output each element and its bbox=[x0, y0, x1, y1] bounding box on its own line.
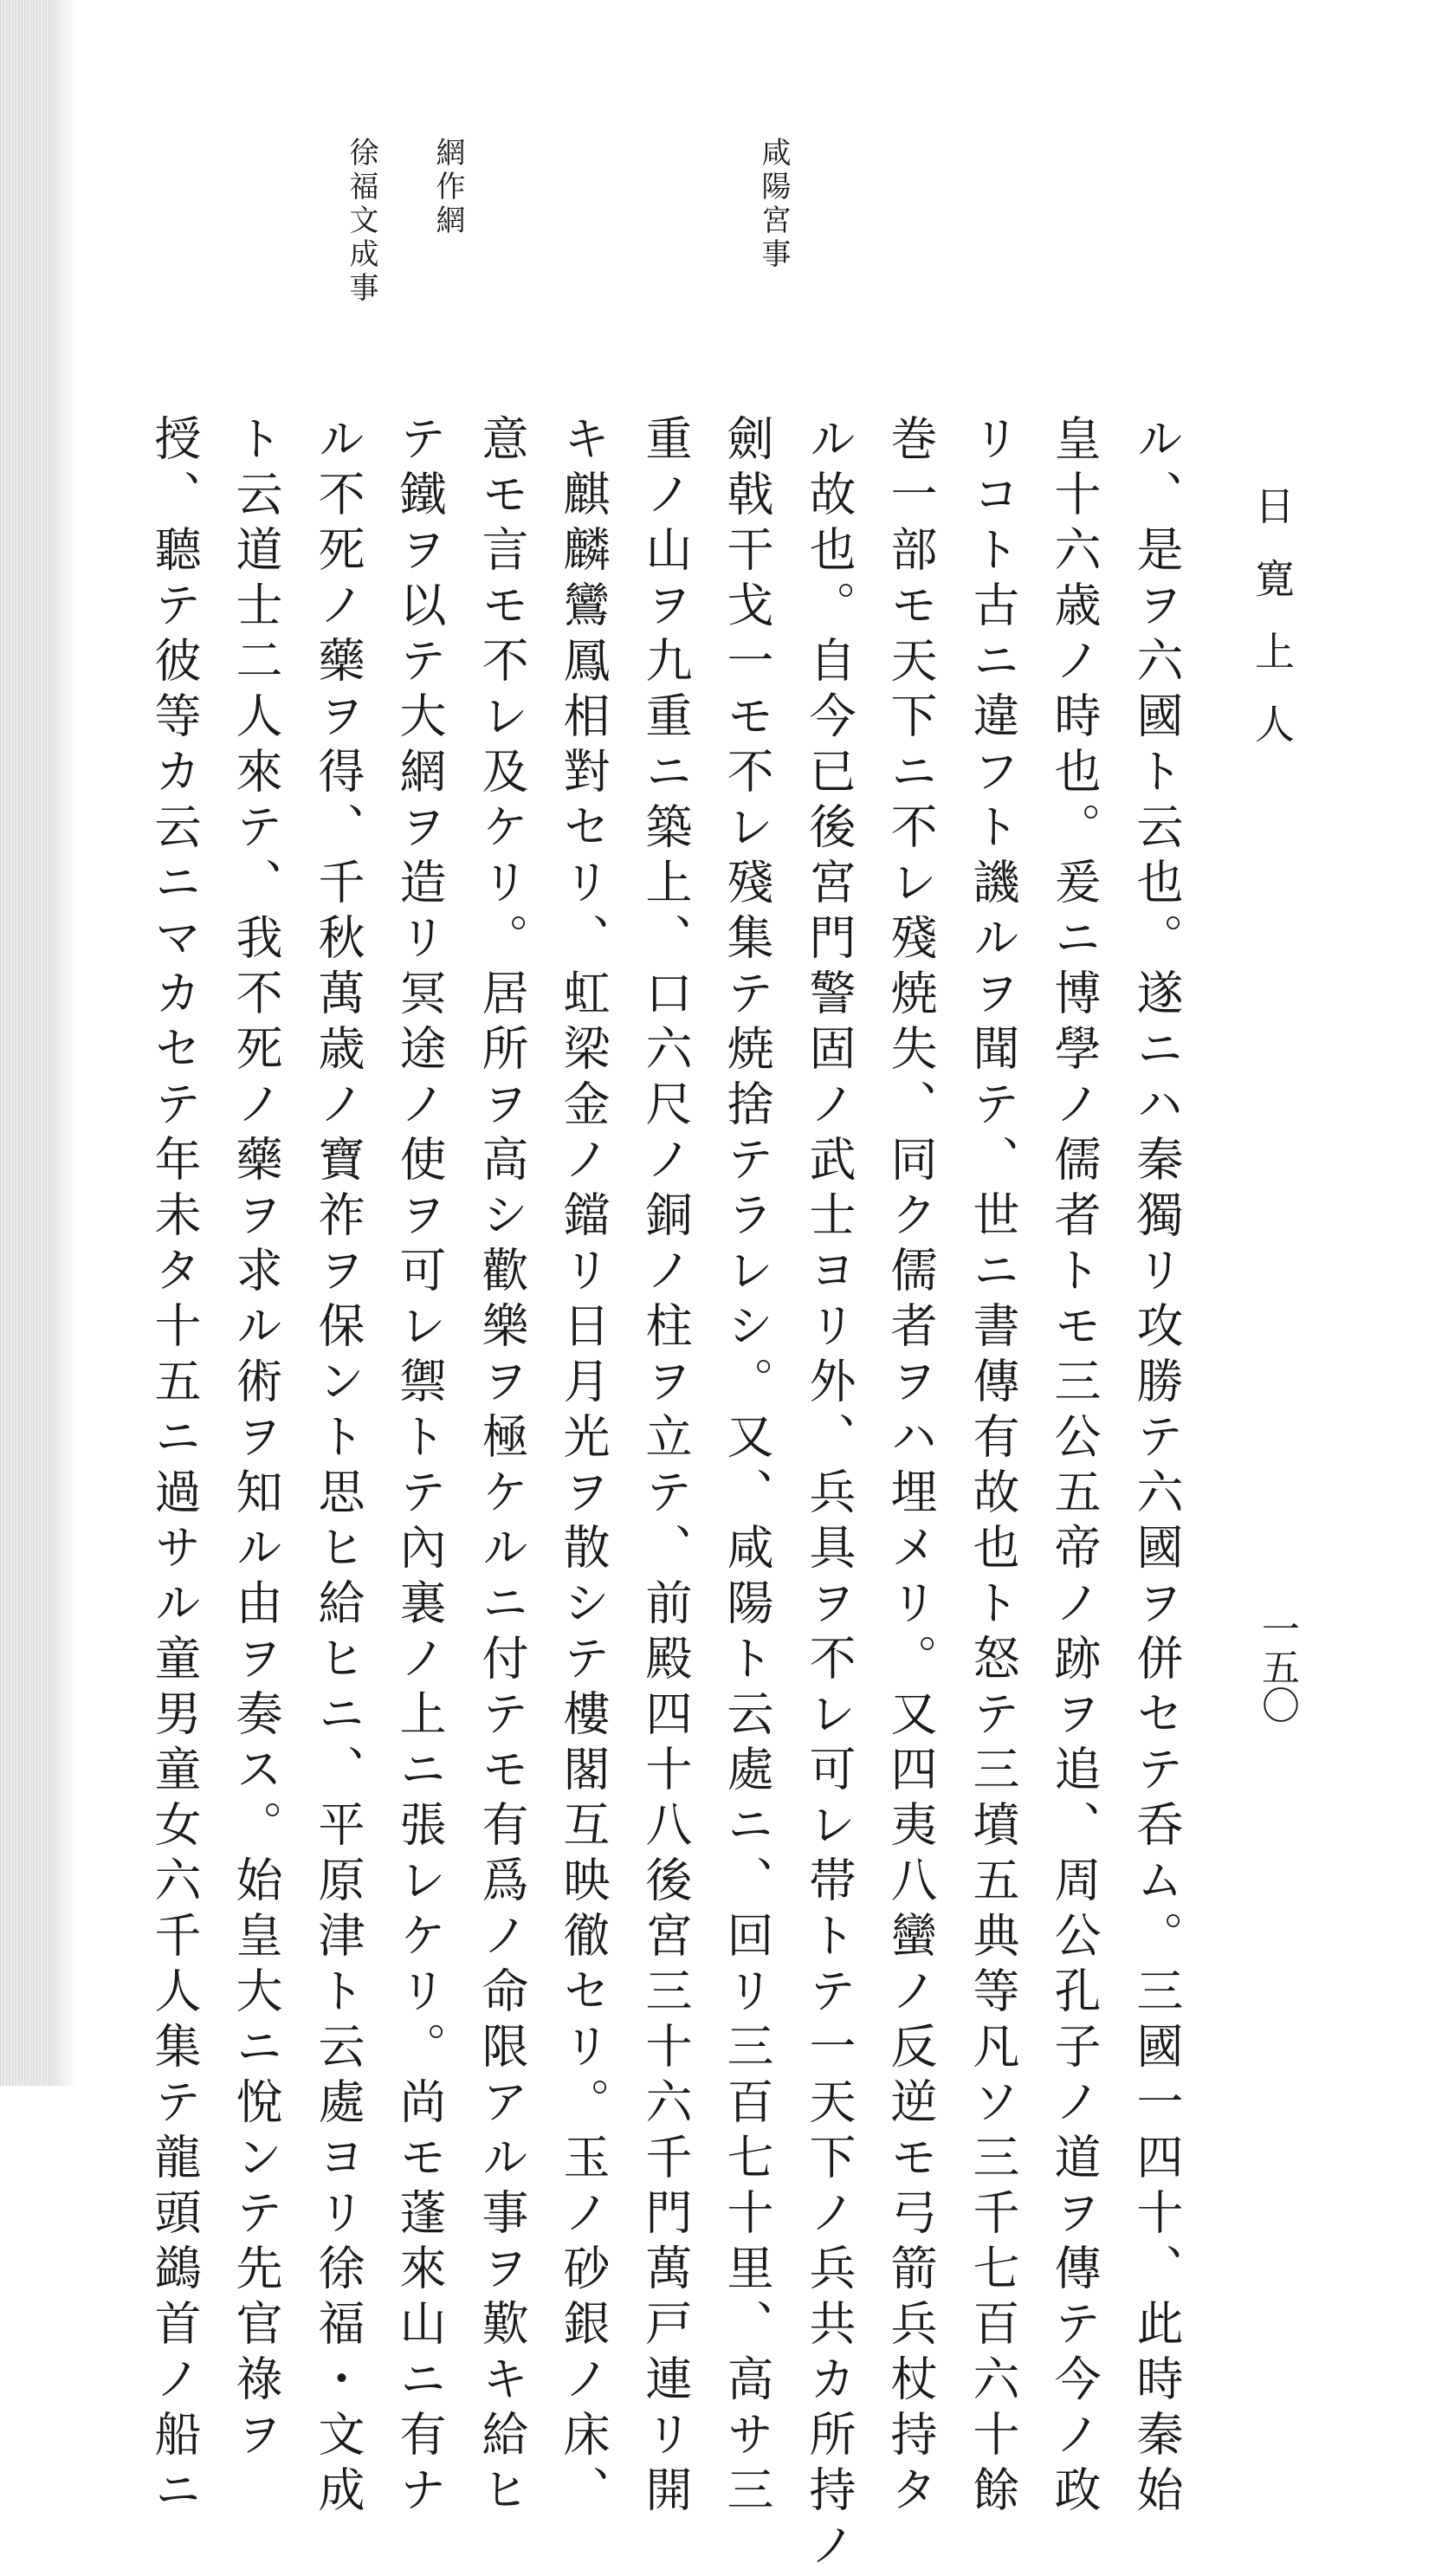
text-line: テ鐵ヲ以テ大網ヲ造リ冥途ノ使ヲ可レ禦トテ內裏ノ上ニ張レケリ。尚モ蓬來山ニ有ナ bbox=[392, 414, 447, 2521]
text-line: 巻一部モ天下ニ不レ殘焼失、同ク儒者ヲハ埋メリ。又四夷八蠻ノ反逆モ弓箭兵杖持タ bbox=[883, 414, 938, 2521]
margin-note: 徐福文成事 bbox=[344, 137, 378, 306]
text-line: ト云道士二人來テ、我不死ノ藥ヲ求ル術ヲ知ル由ヲ奏ス。始皇大ニ悅ンテ先官祿ヲ bbox=[229, 414, 283, 2465]
gutter-shadow bbox=[54, 0, 78, 2086]
page-number: 一五〇 bbox=[1255, 1609, 1299, 1724]
margin-note: 咸陽宮事 bbox=[756, 137, 791, 272]
text-line: リコト古ニ違フト譏ルヲ聞テ、世ニ書傳有故也ト怒テ三墳五典等凡ソ三千七百六十餘 bbox=[966, 414, 1020, 2521]
text-line: ル、是ヲ六國ト云也。遂ニハ秦獨リ攻勝テ六國ヲ併セテ呑ム。三國一四十、此時秦始 bbox=[1129, 414, 1184, 2521]
text-line: ル不死ノ藥ヲ得、千秋萬歳ノ寶祚ヲ保ント思ヒ給ヒニ、平原津ト云處ヨリ徐福・文成 bbox=[311, 414, 365, 2521]
text-line: 意モ言モ不レ及ケリ。居所ヲ高シ歡樂ヲ極ケルニ付テモ有爲ノ命限アル事ヲ歎キ給ヒ bbox=[475, 414, 529, 2521]
running-head: 日寛上人 bbox=[1249, 485, 1296, 776]
text-line: 劍戟干戈一モ不レ殘集テ焼捨テラレシ。又、咸陽ト云處ニ、回リ三百七十里、高サ三 bbox=[720, 414, 774, 2521]
text-line: 重ノ山ヲ九重ニ築上、口六尺ノ銅ノ柱ヲ立テ、前殿四十八後宮三十六千門萬戸連リ開 bbox=[638, 414, 693, 2521]
margin-note: 網作網 bbox=[430, 137, 465, 238]
text-line: 皇十六歳ノ時也。爰ニ博學ノ儒者トモ三公五帝ノ跡ヲ追、周公孔子ノ道ヲ傳テ今ノ政 bbox=[1047, 414, 1102, 2521]
text-line: ル故也。自今已後宮門警固ノ武士ヨリ外、兵具ヲ不レ可レ帯トテ一天下ノ兵共カ所持ノ bbox=[802, 414, 857, 2576]
text-line: キ麒麟鸞鳳相對セリ、虹梁金ノ鐺リ日月光ヲ散シテ樓閣互映徹セリ。玉ノ砂銀ノ床、 bbox=[556, 414, 611, 2521]
text-line: 授、聽テ彼等カ云ニマカセテ年未タ十五ニ過サル童男童女六千人集テ龍頭鷁首ノ船ニ bbox=[147, 414, 202, 2521]
book-gutter bbox=[0, 0, 54, 2086]
